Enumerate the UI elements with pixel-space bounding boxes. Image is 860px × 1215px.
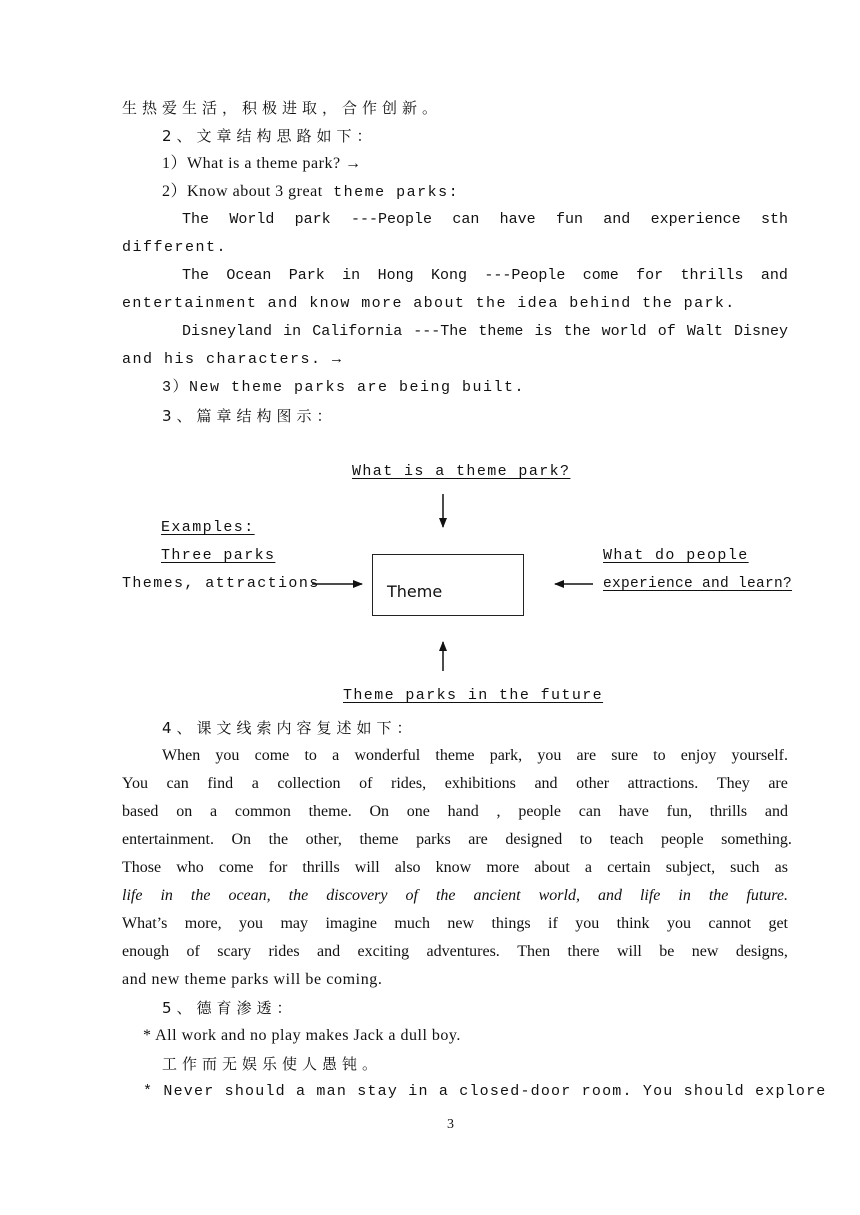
- word: are: [768, 775, 788, 792]
- word: scary: [217, 943, 252, 960]
- word: world: [601, 323, 647, 340]
- word: designs,: [735, 943, 788, 960]
- word: have: [499, 211, 536, 228]
- text-line-4b: theme parks:: [322, 184, 460, 201]
- word: find: [207, 775, 234, 792]
- word: ---People: [484, 267, 566, 284]
- word: are: [468, 831, 488, 848]
- heading-moral: 5、德育渗透：: [162, 999, 297, 1017]
- text-line-11: 3）New theme parks are being built.: [162, 379, 526, 396]
- word: based: [122, 803, 159, 820]
- word: collection: [277, 775, 341, 792]
- word: cannot: [708, 915, 752, 932]
- paragraph-line-4: [122, 830, 792, 850]
- heading-structure: 2、文章结构思路如下：: [162, 127, 377, 145]
- word: Those: [122, 859, 162, 876]
- word: get: [768, 915, 788, 932]
- word: and: [534, 775, 558, 792]
- word: attractions.: [627, 775, 699, 792]
- word: other,: [305, 831, 342, 848]
- paragraph-line-6: [122, 886, 788, 906]
- word: who: [176, 859, 204, 876]
- word: can: [578, 803, 601, 820]
- word: yourself.: [731, 747, 788, 764]
- word: come: [254, 747, 290, 764]
- diagram-themes-attractions-label: Themes, attractions: [122, 575, 320, 592]
- word: a: [584, 859, 593, 876]
- diagram-bottom-label: Theme parks in the future: [343, 687, 604, 704]
- word: know: [435, 859, 472, 876]
- word: theme: [359, 831, 399, 848]
- word: theme: [478, 323, 524, 340]
- word: fun,: [666, 803, 692, 820]
- word: will: [616, 943, 642, 960]
- text-line-8: entertainment and know more about the idea behind the park.: [122, 295, 736, 312]
- word: in: [160, 887, 173, 904]
- word: more: [486, 859, 520, 876]
- word: enjoy: [680, 747, 717, 764]
- word: about: [534, 859, 570, 876]
- word: and: [764, 803, 788, 820]
- word: ---People: [350, 211, 432, 228]
- word: can: [452, 211, 480, 228]
- paragraph-line-7: [122, 914, 788, 934]
- word: you: [575, 915, 600, 932]
- word: thrills: [302, 859, 340, 876]
- word: of: [359, 775, 373, 792]
- word: California: [312, 323, 403, 340]
- word: experience: [650, 211, 741, 228]
- word: The: [182, 211, 210, 228]
- word: Ocean: [226, 267, 272, 284]
- word: ocean,: [228, 887, 271, 904]
- word: rides,: [391, 775, 427, 792]
- word: a: [209, 803, 218, 820]
- word: hand: [447, 803, 479, 820]
- word: They: [716, 775, 750, 792]
- word: Then: [517, 943, 551, 960]
- word: wonderful: [354, 747, 421, 764]
- paragraph-line-3: [122, 802, 788, 822]
- word: rides: [268, 943, 300, 960]
- diagram-right-label-1: What do people: [603, 547, 749, 564]
- word: things: [491, 915, 531, 932]
- word: World: [229, 211, 275, 228]
- word: The: [182, 267, 210, 284]
- word: theme: [435, 747, 475, 764]
- word: and: [760, 267, 788, 284]
- word: discovery: [326, 887, 388, 904]
- paragraph-line-1: [162, 746, 788, 766]
- word: Walt: [686, 323, 723, 340]
- word: certain: [607, 859, 651, 876]
- word: if: [548, 915, 558, 932]
- word: in: [342, 267, 361, 284]
- heading-retell: 4、课文线索内容复述如下：: [162, 719, 417, 737]
- word: can: [166, 775, 189, 792]
- word: to: [653, 747, 666, 764]
- word: park: [294, 211, 331, 228]
- word: world,: [538, 887, 580, 904]
- word: sth: [760, 211, 788, 228]
- word: also: [394, 859, 421, 876]
- word: What’s: [122, 915, 168, 932]
- word: to: [579, 831, 593, 848]
- paragraph-line-2: [122, 774, 788, 794]
- word: and: [597, 887, 622, 904]
- word: When: [162, 747, 201, 764]
- word: On: [231, 831, 252, 848]
- word: subject,: [665, 859, 716, 876]
- word: one: [406, 803, 430, 820]
- word: you: [215, 747, 240, 764]
- word: ,: [496, 803, 501, 820]
- word: will: [354, 859, 380, 876]
- word: future.: [746, 887, 788, 904]
- page-number: 3: [447, 1117, 454, 1132]
- word: sure: [611, 747, 638, 764]
- word: people: [518, 803, 561, 820]
- text-line-6: different.: [122, 239, 228, 256]
- word: exhibitions: [444, 775, 516, 792]
- word: other: [576, 775, 610, 792]
- word: theme.: [308, 803, 352, 820]
- word: be: [659, 943, 675, 960]
- word: new: [447, 915, 475, 932]
- word: enough: [122, 943, 170, 960]
- word: such: [730, 859, 760, 876]
- word: for: [268, 859, 288, 876]
- quote-1: * All work and no play makes Jack a dull boy.: [143, 1027, 461, 1044]
- word: a: [332, 747, 340, 764]
- word: thrills: [680, 267, 744, 284]
- word: thrills: [709, 803, 748, 820]
- text-line-10: and his characters. →: [122, 351, 343, 368]
- word: You: [122, 775, 148, 792]
- word: ---The: [413, 323, 468, 340]
- word: come: [582, 267, 619, 284]
- word: the: [563, 323, 591, 340]
- word: you: [666, 915, 691, 932]
- word: for: [636, 267, 664, 284]
- diagram-examples-label: Examples:: [161, 519, 255, 536]
- word: there: [567, 943, 600, 960]
- text-line-1: 生热爱生活，积极进取，合作创新。: [122, 99, 443, 117]
- paragraph-line-8: [122, 942, 788, 962]
- word: exciting: [357, 943, 410, 960]
- word: a: [251, 775, 259, 792]
- word: imagine: [325, 915, 377, 932]
- word: may: [280, 915, 309, 932]
- heading-diagram: 3、篇章结构图示：: [162, 407, 337, 425]
- diagram-center-label: Theme: [387, 582, 443, 601]
- word: Disney: [733, 323, 788, 340]
- word: entertainment.: [122, 831, 214, 848]
- word: have: [618, 803, 649, 820]
- text-line-3: 1）What is a theme park? →: [162, 155, 362, 172]
- word: the: [268, 831, 289, 848]
- word: adventures.: [426, 943, 500, 960]
- diagram-three-parks-label: Three parks: [161, 547, 276, 564]
- quote-2: * Never should a man stay in a closed-door room. You should explore: [143, 1083, 827, 1100]
- word: designed: [505, 831, 563, 848]
- word: is: [534, 323, 553, 340]
- word: the: [288, 887, 309, 904]
- word: the: [435, 887, 456, 904]
- word: park,: [489, 747, 523, 764]
- word: new: [691, 943, 719, 960]
- word: teach: [609, 831, 644, 848]
- word: ancient: [473, 887, 521, 904]
- word: in: [283, 323, 302, 340]
- word: Kong: [430, 267, 467, 284]
- word: think: [616, 915, 650, 932]
- paragraph-line-9: and new theme parks will be coming.: [122, 971, 383, 988]
- paragraph-line-5: [122, 858, 788, 878]
- word: you: [239, 915, 264, 932]
- word: you: [537, 747, 562, 764]
- word: Park: [288, 267, 325, 284]
- word: as: [774, 859, 788, 876]
- word: much: [394, 915, 430, 932]
- word: of: [405, 887, 418, 904]
- word: people: [660, 831, 704, 848]
- word: something.: [721, 831, 792, 848]
- word: of: [186, 943, 200, 960]
- text-line-4a: 2）Know about 3 great: [162, 183, 323, 200]
- word: Hong: [377, 267, 414, 284]
- word: in: [678, 887, 691, 904]
- word: on: [176, 803, 193, 820]
- word: life: [639, 887, 661, 904]
- word: and: [317, 943, 341, 960]
- word: On: [369, 803, 390, 820]
- word: are: [576, 747, 597, 764]
- word: and: [603, 211, 631, 228]
- word: come: [218, 859, 254, 876]
- word: the: [190, 887, 211, 904]
- word: common: [234, 803, 291, 820]
- word: more,: [184, 915, 222, 932]
- diagram-right-label-2: experience and learn?: [603, 576, 793, 592]
- diagram-top-label: What is a theme park?: [352, 463, 571, 480]
- word: life: [122, 887, 143, 904]
- word: parks: [416, 831, 451, 848]
- word: the: [708, 887, 729, 904]
- quote-1-translation: 工作而无娱乐使人愚钝。: [162, 1055, 383, 1073]
- word: of: [657, 323, 676, 340]
- word: to: [304, 747, 317, 764]
- word: fun: [555, 211, 583, 228]
- word: Disneyland: [182, 323, 273, 340]
